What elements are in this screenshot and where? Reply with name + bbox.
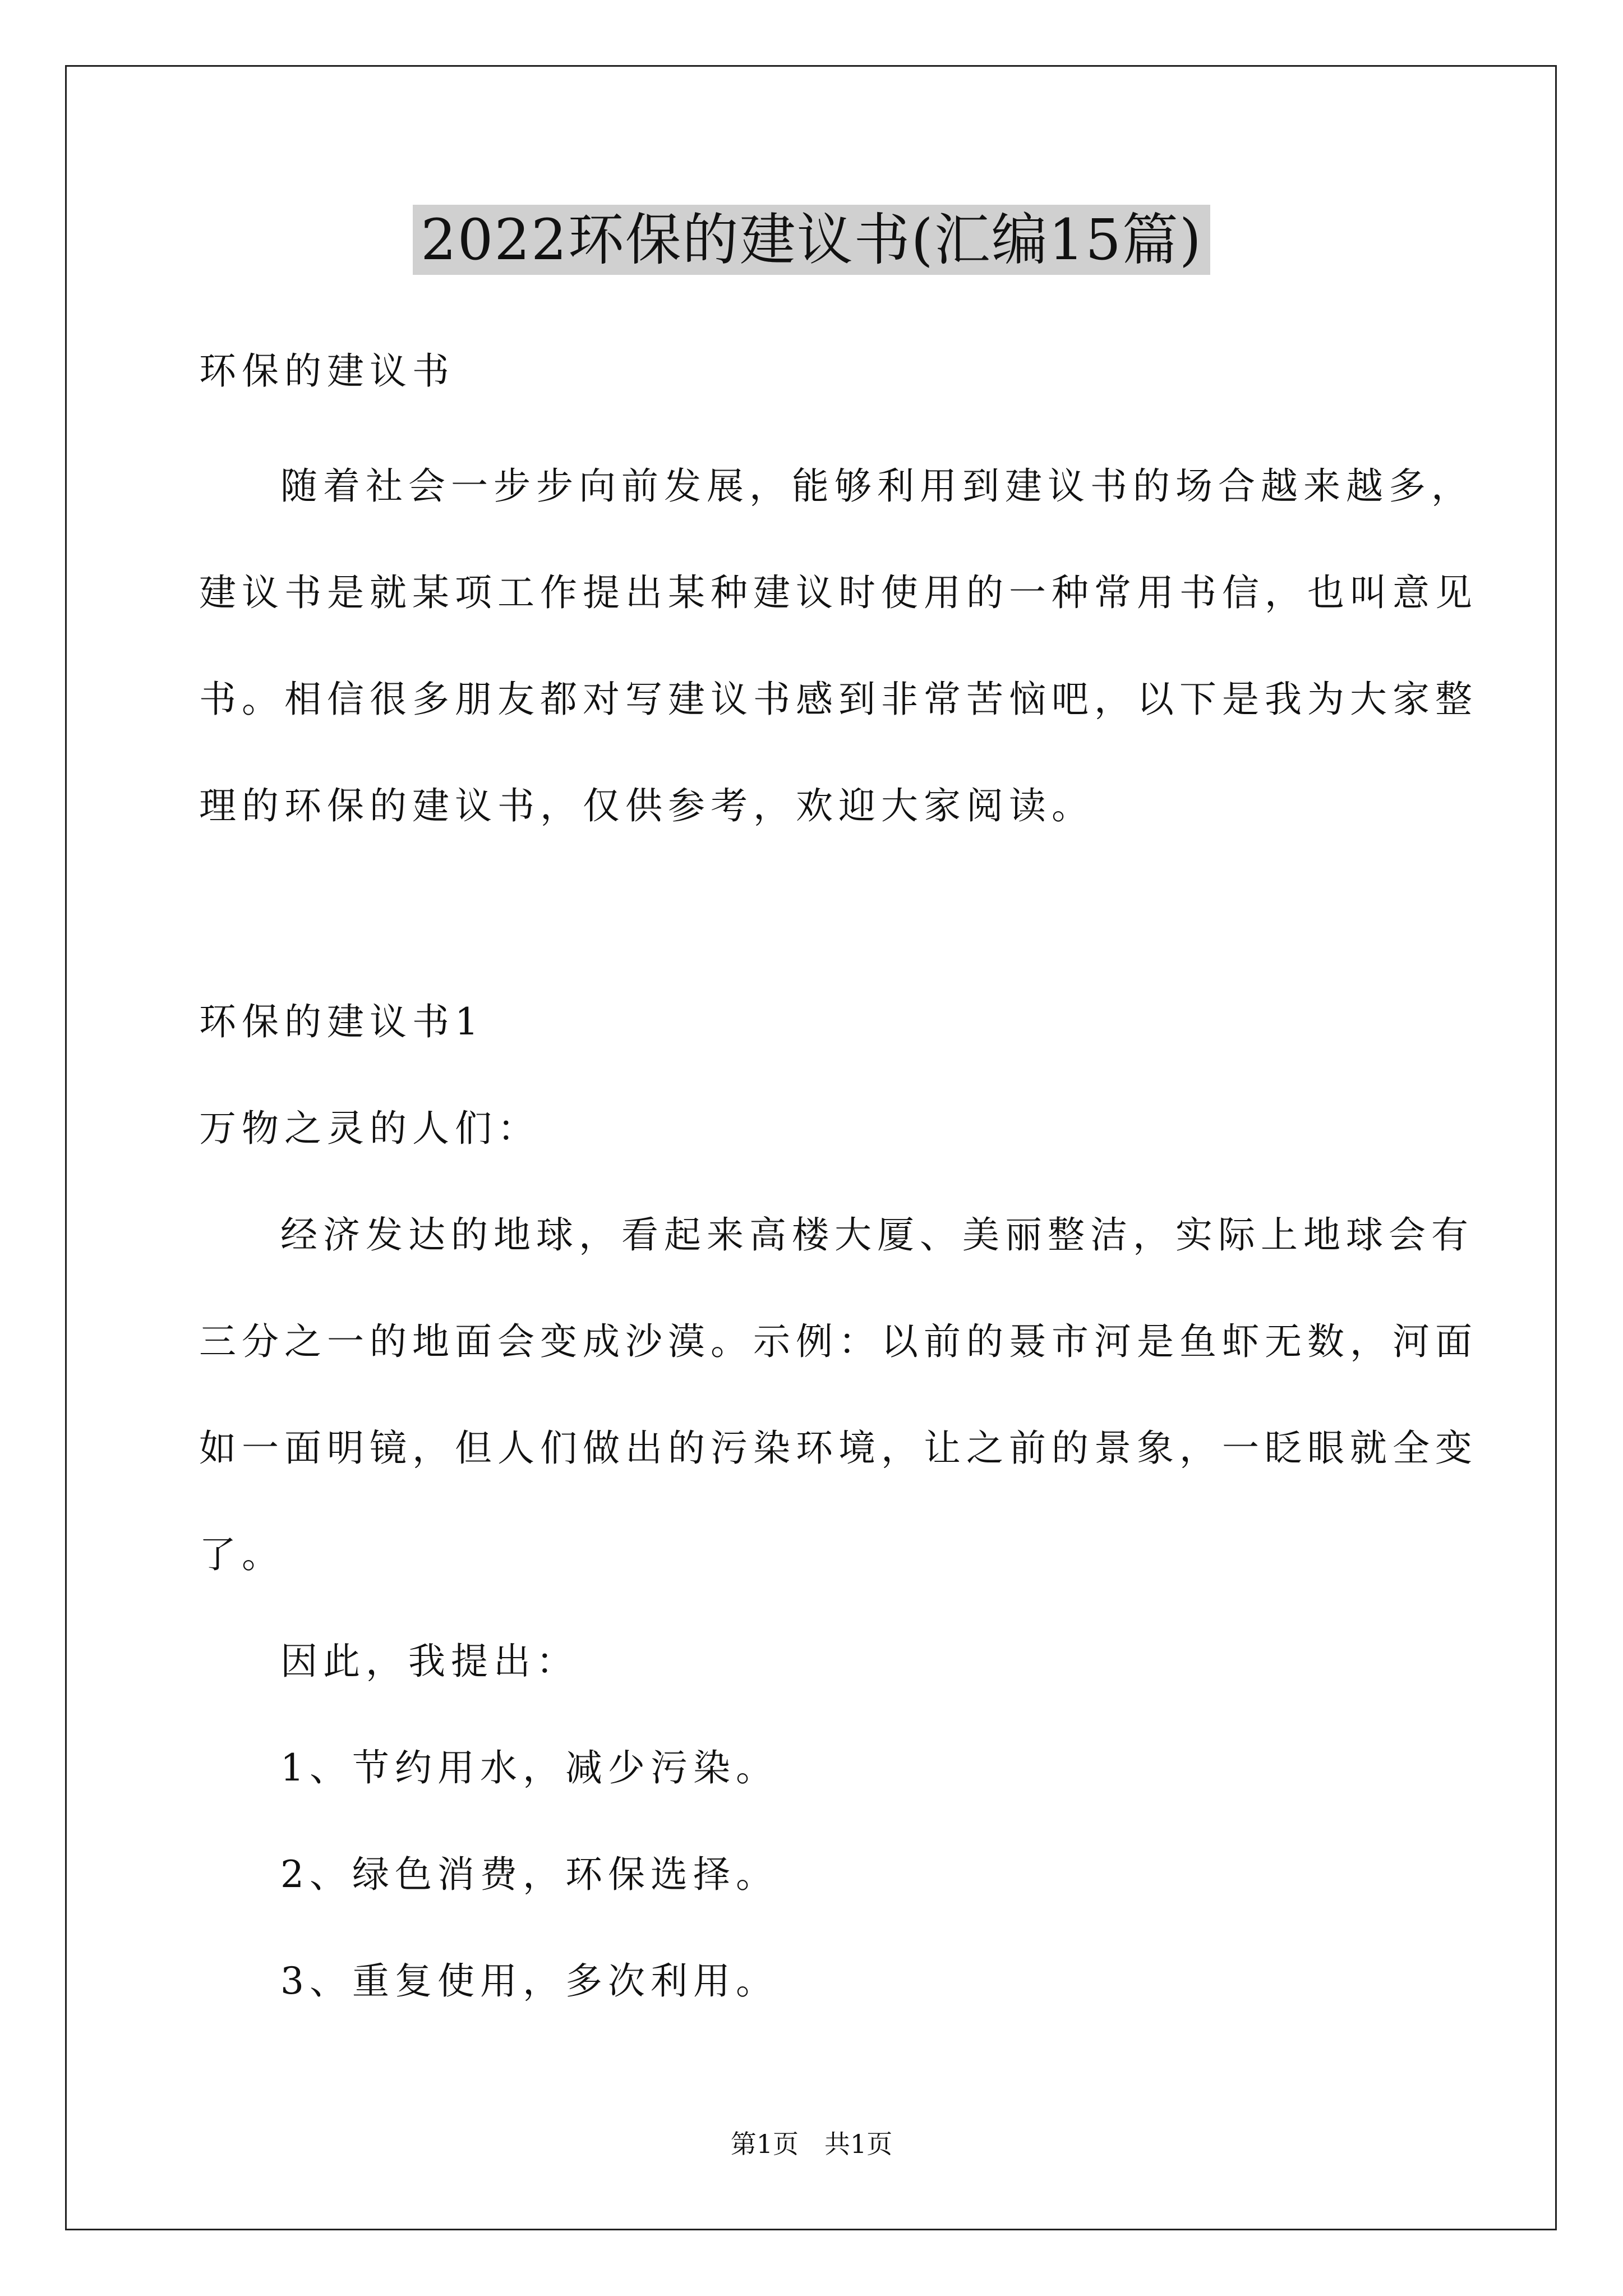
section1-heading: 环保的建议书1	[199, 1000, 484, 1043]
intro-heading: 环保的建议书	[199, 349, 455, 393]
proposal-item-2: 2、绿色消费，环保选择。	[280, 1853, 778, 1896]
para1-line-4: 了。	[199, 1533, 284, 1576]
intro-line-3: 书。相信很多朋友都对写建议书感到非常苦恼吧，以下是我为大家整	[199, 678, 1478, 721]
title-text: 2022环保的建议书(汇编15篇)	[413, 205, 1210, 275]
para1-line-3: 如一面明镜，但人们做出的污染环境，让之前的景象，一眨眼就全变	[199, 1427, 1478, 1470]
proposal-intro: 因此，我提出：	[280, 1640, 579, 1683]
document-title	[0, 201, 1623, 279]
intro-line-4: 理的环保的建议书，仅供参考，欢迎大家阅读。	[199, 784, 1094, 827]
proposal-item-1: 1、节约用水，减少污染。	[280, 1746, 778, 1789]
para1-line-2: 三分之一的地面会变成沙漠。示例：以前的聂市河是鱼虾无数，河面	[199, 1320, 1478, 1363]
intro-line-2: 建议书是就某项工作提出某种建议时使用的一种常用书信，也叫意见	[199, 571, 1478, 614]
intro-line-1: 随着社会一步步向前发展，能够利用到建议书的场合越来越多，	[280, 464, 1474, 508]
page-footer: 第1页 共1页	[730, 2129, 893, 2159]
proposal-item-3: 3、重复使用，多次利用。	[280, 1959, 778, 2003]
para1-line-1: 经济发达的地球，看起来高楼大厦、美丽整洁，实际上地球会有	[280, 1213, 1474, 1257]
salutation: 万物之灵的人们：	[199, 1107, 540, 1150]
